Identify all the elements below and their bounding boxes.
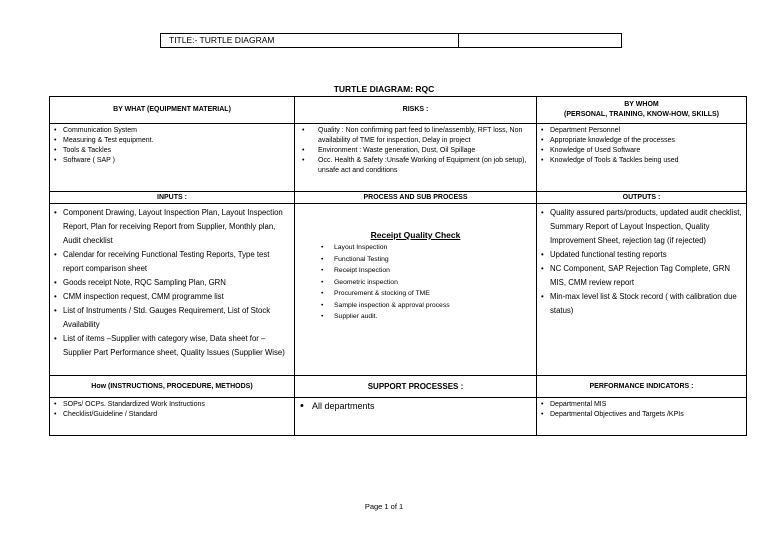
- inputs-cell: [50, 204, 295, 376]
- page-number: Page 1 of 1: [364, 502, 404, 511]
- list-item: • SOPs/ OCPs. Standardized Work Instructions: [53, 400, 291, 410]
- title-box: [160, 33, 622, 48]
- list-item: • Knowledge of Used Software: [540, 146, 743, 156]
- by-whom-cell: [537, 124, 747, 192]
- list-item: • Tools & Tackles: [53, 146, 291, 156]
- risks-cell: [295, 124, 537, 192]
- list-item: • Checklist/Guideline / Standard: [53, 410, 291, 420]
- performance-heading: PERFORMANCE INDICATORS :: [537, 376, 747, 398]
- list-item: • Quality assured parts/products, updated audit checklist, Summary Report of Layout Inspection, Quality Improvement Sheet, rejection tag (if rejected): [540, 206, 743, 248]
- list-item: • Department Personnel: [540, 126, 743, 136]
- list-item: • Knowledge of Tools & Tackles being used: [540, 156, 743, 166]
- list-item: • Min-max level list & Stock record ( with calibration due status): [540, 290, 743, 318]
- list-item: • Procurement & stocking of TME: [298, 288, 533, 300]
- list-item: • Quality : Non confirming part feed to line/assembly, RFT loss, Non availability of TME for inspection, Delay in project: [298, 126, 533, 146]
- risks-heading: RISKS :: [295, 97, 537, 124]
- by-whom-heading-line1: BY WHOM: [624, 101, 659, 108]
- how-cell: [50, 398, 295, 436]
- by-whom-heading-line2: (PERSONAL, TRAINING, KNOW-HOW, SKILLS): [563, 111, 720, 118]
- process-cell: [295, 204, 537, 376]
- list-item: • Component Drawing, Layout Inspection Plan, Layout Inspection Report, Plan for receiving Report from Supplier, Monthly plan, Audit checklist: [53, 206, 291, 248]
- list-item: • Functional Testing: [298, 254, 533, 266]
- list-item: • Appropriate knowledge of the processes: [540, 136, 743, 146]
- by-what-cell: [50, 124, 295, 192]
- list-item: • Departmental Objectives and Targets /KPIs: [540, 410, 743, 420]
- outputs-cell: [537, 204, 747, 376]
- list-item: • Goods receipt Note, RQC Sampling Plan, GRN: [53, 276, 291, 290]
- list-item: • Software ( SAP ): [53, 156, 291, 166]
- title-blank-cell: [459, 34, 621, 47]
- list-item: • Communication System: [53, 126, 291, 136]
- list-item: • NC Component, SAP Rejection Tag Complete, GRN MIS, CMM review report: [540, 262, 743, 290]
- support-cell: [295, 398, 537, 436]
- performance-cell: [537, 398, 747, 436]
- list-item: • List of Instruments / Std. Gauges Requirement, List of Stock Availability: [53, 304, 291, 332]
- inputs-heading: INPUTS :: [50, 192, 295, 204]
- by-whom-heading: [537, 97, 747, 124]
- diagram-title: TURTLE DIAGRAM: RQC: [333, 84, 435, 94]
- list-item: • Occ. Health & Safety :Unsafe Working of Equipment (on job setup), unsafe act and conditions: [298, 156, 533, 176]
- list-item: • Departmental MIS: [540, 400, 743, 410]
- list-item: • Updated functional testing reports: [540, 248, 743, 262]
- how-heading: How (INSTRUCTIONS, PROCEDURE, METHODS): [50, 376, 295, 398]
- list-item: • All departments: [298, 400, 533, 412]
- process-subheading: Receipt Quality Check: [370, 230, 461, 240]
- process-heading: PROCESS AND SUB PROCESS: [295, 192, 537, 204]
- list-item: • Geometric inspection: [298, 277, 533, 289]
- list-item: • CMM inspection request, CMM programme list: [53, 290, 291, 304]
- document-title: TITLE:- TURTLE DIAGRAM: [161, 34, 459, 47]
- outputs-heading: OUTPUTS :: [537, 192, 747, 204]
- list-item: • Measuring & Test equipment.: [53, 136, 291, 146]
- turtle-table: [49, 96, 747, 436]
- list-item: • Environment : Waste generation, Dust, Oil Spillage: [298, 146, 533, 156]
- list-item: • Calendar for receiving Functional Testing Reports, Type test report comparison sheet: [53, 248, 291, 276]
- by-what-heading: BY WHAT (EQUIPMENT MATERIAL): [50, 97, 295, 124]
- list-item: • Receipt Inspection: [298, 265, 533, 277]
- support-heading: SUPPORT PROCESSES :: [295, 376, 537, 398]
- list-item: • Sample inspection & approval process: [298, 300, 533, 312]
- list-item: • Layout Inspection: [298, 242, 533, 254]
- list-item: • List of items –Supplier with category wise, Data sheet for –Supplier Part Performance sheet, Quality Issues (Supplier Wise): [53, 332, 291, 360]
- list-item: • Supplier audit.: [298, 311, 533, 323]
